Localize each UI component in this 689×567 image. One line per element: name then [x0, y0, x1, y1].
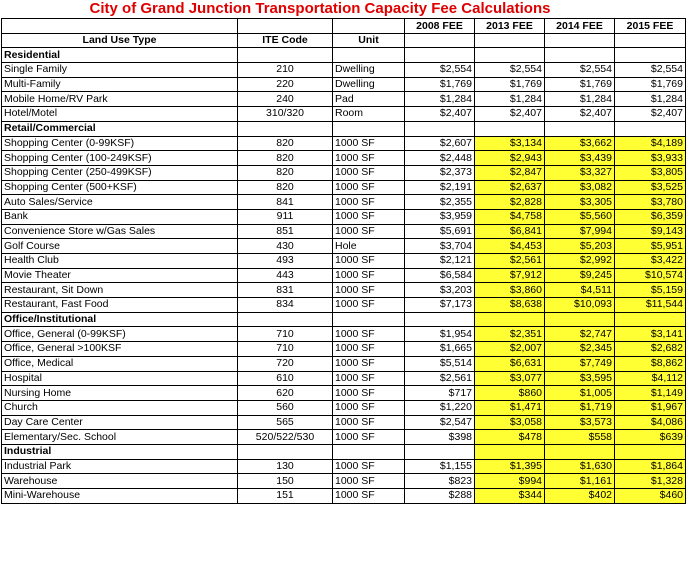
fee-2013-cell: $4,453 — [475, 239, 545, 254]
fee-2014-cell: $7,749 — [545, 356, 615, 371]
land-use-cell: Office, Medical — [2, 356, 238, 371]
fee-2013-cell: $4,758 — [475, 209, 545, 224]
fee-2008-cell: $6,584 — [405, 268, 475, 283]
land-use-cell: Office, General (0-99KSF) — [2, 327, 238, 342]
unit-cell: 1000 SF — [333, 151, 405, 166]
unit-cell: 1000 SF — [333, 209, 405, 224]
unit-cell: 1000 SF — [333, 327, 405, 342]
ite-code-cell: 820 — [238, 136, 333, 151]
fee-2008-cell: $5,691 — [405, 224, 475, 239]
section-empty-cell — [238, 312, 333, 327]
table-row — [2, 459, 686, 474]
table-row — [2, 489, 686, 504]
unit-cell: 1000 SF — [333, 474, 405, 489]
fee-2008-cell: $1,155 — [405, 459, 475, 474]
header-row — [2, 33, 686, 48]
header-fee-2013: 2013 FEE — [475, 19, 545, 34]
header-unit: Unit — [333, 33, 405, 48]
unit-cell: 1000 SF — [333, 371, 405, 386]
header-fee-2014: 2014 FEE — [545, 19, 615, 34]
land-use-cell: Shopping Center (0-99KSF) — [2, 136, 238, 151]
fee-2015-cell: $3,805 — [615, 165, 686, 180]
fee-2013-cell: $6,631 — [475, 356, 545, 371]
fee-2013-cell: $8,638 — [475, 298, 545, 313]
fee-2014-cell: $2,345 — [545, 342, 615, 357]
fee-2014-cell: $2,992 — [545, 254, 615, 269]
fee-2015-cell: $1,284 — [615, 92, 686, 107]
fee-2014-cell: $7,994 — [545, 224, 615, 239]
fee-2008-cell: $823 — [405, 474, 475, 489]
fee-2013-cell: $2,561 — [475, 254, 545, 269]
fee-2008-cell: $2,448 — [405, 151, 475, 166]
fee-2015-cell: $2,554 — [615, 63, 686, 78]
fee-2013-cell: $2,828 — [475, 195, 545, 210]
fee-2014-cell: $1,719 — [545, 400, 615, 415]
unit-cell: 1000 SF — [333, 489, 405, 504]
section-empty-cell — [405, 444, 475, 459]
fee-2015-cell: $639 — [615, 430, 686, 445]
fee-2008-cell: $2,554 — [405, 63, 475, 78]
section-empty-cell — [238, 121, 333, 136]
fee-2013-cell: $1,471 — [475, 400, 545, 415]
unit-cell: Pad — [333, 92, 405, 107]
fee-2008-cell: $1,284 — [405, 92, 475, 107]
land-use-cell: Shopping Center (100-249KSF) — [2, 151, 238, 166]
fee-2008-cell: $5,514 — [405, 356, 475, 371]
fee-2008-cell: $2,121 — [405, 254, 475, 269]
fee-2014-cell: $3,595 — [545, 371, 615, 386]
ite-code-cell: 911 — [238, 209, 333, 224]
unit-cell: 1000 SF — [333, 224, 405, 239]
land-use-cell: Shopping Center (250-499KSF) — [2, 165, 238, 180]
fee-2015-cell: $1,328 — [615, 474, 686, 489]
fee-2013-cell: $2,407 — [475, 107, 545, 122]
header-fee-2015: 2015 FEE — [615, 19, 686, 34]
fee-2008-cell: $398 — [405, 430, 475, 445]
page-title: City of Grand Junction Transportation Capacity Fee Calculations — [89, 0, 551, 17]
section-empty-cell — [405, 48, 475, 63]
land-use-cell: Mobile Home/RV Park — [2, 92, 238, 107]
ite-code-cell: 720 — [238, 356, 333, 371]
fee-2015-cell: $2,682 — [615, 342, 686, 357]
header-fee-2015-bottom — [615, 33, 686, 48]
table-row — [2, 268, 686, 283]
fee-2015-cell: $6,359 — [615, 209, 686, 224]
table-row — [2, 165, 686, 180]
section-empty-cell — [615, 48, 686, 63]
section-empty-cell — [615, 444, 686, 459]
unit-cell: Dwelling — [333, 77, 405, 92]
fee-2014-cell: $3,327 — [545, 165, 615, 180]
fee-2008-cell: $1,954 — [405, 327, 475, 342]
fee-2013-cell: $7,912 — [475, 268, 545, 283]
header-unit-spacer — [333, 19, 405, 34]
ite-code-cell: 820 — [238, 151, 333, 166]
fee-2008-cell: $2,355 — [405, 195, 475, 210]
fee-2015-cell: $2,407 — [615, 107, 686, 122]
fee-2013-cell: $3,860 — [475, 283, 545, 298]
unit-cell: 1000 SF — [333, 268, 405, 283]
land-use-cell: Single Family — [2, 63, 238, 78]
unit-cell: 1000 SF — [333, 415, 405, 430]
unit-cell: 1000 SF — [333, 136, 405, 151]
fee-2015-cell: $9,143 — [615, 224, 686, 239]
header-row-top — [2, 19, 686, 34]
section-title: Retail/Commercial — [2, 121, 238, 136]
land-use-cell: Convenience Store w/Gas Sales — [2, 224, 238, 239]
land-use-cell: Warehouse — [2, 474, 238, 489]
fee-2013-cell: $3,058 — [475, 415, 545, 430]
unit-cell: Room — [333, 107, 405, 122]
section-empty-cell — [545, 312, 615, 327]
fee-2008-cell: $2,191 — [405, 180, 475, 195]
section-empty-cell — [475, 444, 545, 459]
table-row — [2, 195, 686, 210]
unit-cell: 1000 SF — [333, 283, 405, 298]
fee-2014-cell: $3,305 — [545, 195, 615, 210]
header-fee-2013-bottom — [475, 33, 545, 48]
unit-cell: 1000 SF — [333, 459, 405, 474]
table-row — [2, 107, 686, 122]
fee-2015-cell: $5,159 — [615, 283, 686, 298]
fee-2014-cell: $2,407 — [545, 107, 615, 122]
fee-2008-cell: $2,547 — [405, 415, 475, 430]
section-empty-cell — [238, 444, 333, 459]
fee-2015-cell: $1,769 — [615, 77, 686, 92]
fee-2014-cell: $1,284 — [545, 92, 615, 107]
fee-2014-cell: $4,511 — [545, 283, 615, 298]
fee-2013-cell: $6,841 — [475, 224, 545, 239]
fee-2013-cell: $2,637 — [475, 180, 545, 195]
land-use-cell: Industrial Park — [2, 459, 238, 474]
fee-2015-cell: $1,149 — [615, 386, 686, 401]
ite-code-cell: 565 — [238, 415, 333, 430]
table-row — [2, 356, 686, 371]
fee-2014-cell: $2,747 — [545, 327, 615, 342]
land-use-cell: Golf Course — [2, 239, 238, 254]
land-use-cell: Shopping Center (500+KSF) — [2, 180, 238, 195]
table-row — [2, 209, 686, 224]
section-empty-cell — [615, 121, 686, 136]
ite-code-cell: 820 — [238, 165, 333, 180]
land-use-cell: Hospital — [2, 371, 238, 386]
table-row — [2, 77, 686, 92]
land-use-cell: Multi-Family — [2, 77, 238, 92]
section-title: Office/Institutional — [2, 312, 238, 327]
fee-2013-cell: $994 — [475, 474, 545, 489]
fee-table-body — [2, 19, 686, 504]
table-row — [2, 224, 686, 239]
table-row — [2, 298, 686, 313]
fee-2008-cell: $1,769 — [405, 77, 475, 92]
fee-2015-cell: $4,112 — [615, 371, 686, 386]
land-use-cell: Restaurant, Fast Food — [2, 298, 238, 313]
table-row — [2, 283, 686, 298]
fee-2015-cell: $3,422 — [615, 254, 686, 269]
ite-code-cell: 710 — [238, 327, 333, 342]
land-use-cell: Nursing Home — [2, 386, 238, 401]
section-row — [2, 444, 686, 459]
ite-code-cell: 430 — [238, 239, 333, 254]
fee-2013-cell: $2,554 — [475, 63, 545, 78]
ite-code-cell: 831 — [238, 283, 333, 298]
fee-table — [1, 18, 686, 504]
table-row — [2, 151, 686, 166]
header-land-use-spacer — [2, 19, 238, 34]
table-row — [2, 430, 686, 445]
land-use-cell: Bank — [2, 209, 238, 224]
header-fee-2008: 2008 FEE — [405, 19, 475, 34]
land-use-cell: Hotel/Motel — [2, 107, 238, 122]
section-empty-cell — [475, 121, 545, 136]
fee-2013-cell: $344 — [475, 489, 545, 504]
fee-2014-cell: $3,082 — [545, 180, 615, 195]
table-row — [2, 474, 686, 489]
table-row — [2, 371, 686, 386]
unit-cell: 1000 SF — [333, 386, 405, 401]
fee-2014-cell: $10,093 — [545, 298, 615, 313]
land-use-cell: Church — [2, 400, 238, 415]
fee-2015-cell: $1,864 — [615, 459, 686, 474]
fee-2014-cell: $1,161 — [545, 474, 615, 489]
fee-2008-cell: $3,203 — [405, 283, 475, 298]
fee-2014-cell: $402 — [545, 489, 615, 504]
ite-code-cell: 443 — [238, 268, 333, 283]
section-empty-cell — [333, 48, 405, 63]
land-use-cell: Day Care Center — [2, 415, 238, 430]
section-empty-cell — [475, 48, 545, 63]
land-use-cell: Restaurant, Sit Down — [2, 283, 238, 298]
unit-cell: 1000 SF — [333, 342, 405, 357]
table-row — [2, 92, 686, 107]
ite-code-cell: 210 — [238, 63, 333, 78]
land-use-cell: Health Club — [2, 254, 238, 269]
ite-code-cell: 520/522/530 — [238, 430, 333, 445]
land-use-cell: Office, General >100KSF — [2, 342, 238, 357]
section-empty-cell — [333, 312, 405, 327]
fee-2008-cell: $7,173 — [405, 298, 475, 313]
fee-2008-cell: $1,665 — [405, 342, 475, 357]
fee-2008-cell: $3,704 — [405, 239, 475, 254]
fee-2014-cell: $3,439 — [545, 151, 615, 166]
unit-cell: 1000 SF — [333, 430, 405, 445]
fee-2008-cell: $2,607 — [405, 136, 475, 151]
fee-2015-cell: $1,967 — [615, 400, 686, 415]
section-empty-cell — [405, 121, 475, 136]
ite-code-cell: 851 — [238, 224, 333, 239]
header-land-use: Land Use Type — [2, 33, 238, 48]
section-title: Industrial — [2, 444, 238, 459]
table-row — [2, 136, 686, 151]
section-empty-cell — [333, 121, 405, 136]
ite-code-cell: 820 — [238, 180, 333, 195]
fee-2015-cell: $4,086 — [615, 415, 686, 430]
fee-2015-cell: $460 — [615, 489, 686, 504]
ite-code-cell: 220 — [238, 77, 333, 92]
ite-code-cell: 151 — [238, 489, 333, 504]
table-row — [2, 63, 686, 78]
section-empty-cell — [475, 312, 545, 327]
fee-2013-cell: $2,847 — [475, 165, 545, 180]
ite-code-cell: 130 — [238, 459, 333, 474]
fee-2014-cell: $3,662 — [545, 136, 615, 151]
fee-2014-cell: $9,245 — [545, 268, 615, 283]
fee-2013-cell: $1,769 — [475, 77, 545, 92]
section-row — [2, 48, 686, 63]
header-fee-2008-bottom — [405, 33, 475, 48]
land-use-cell: Auto Sales/Service — [2, 195, 238, 210]
table-row — [2, 180, 686, 195]
fee-2008-cell: $288 — [405, 489, 475, 504]
fee-2013-cell: $1,395 — [475, 459, 545, 474]
fee-2013-cell: $3,134 — [475, 136, 545, 151]
fee-2014-cell: $558 — [545, 430, 615, 445]
fee-2014-cell: $1,630 — [545, 459, 615, 474]
fee-2014-cell: $3,573 — [545, 415, 615, 430]
unit-cell: Hole — [333, 239, 405, 254]
section-empty-cell — [545, 121, 615, 136]
fee-2015-cell: $3,780 — [615, 195, 686, 210]
section-empty-cell — [615, 312, 686, 327]
fee-2015-cell: $4,189 — [615, 136, 686, 151]
ite-code-cell: 610 — [238, 371, 333, 386]
fee-2014-cell: $5,560 — [545, 209, 615, 224]
fee-2015-cell: $3,141 — [615, 327, 686, 342]
unit-cell: 1000 SF — [333, 165, 405, 180]
fee-2008-cell: $2,373 — [405, 165, 475, 180]
unit-cell: 1000 SF — [333, 400, 405, 415]
ite-code-cell: 620 — [238, 386, 333, 401]
fee-2013-cell: $1,284 — [475, 92, 545, 107]
fee-2008-cell: $2,561 — [405, 371, 475, 386]
fee-2013-cell: $860 — [475, 386, 545, 401]
ite-code-cell: 560 — [238, 400, 333, 415]
ite-code-cell: 240 — [238, 92, 333, 107]
fee-2008-cell: $3,959 — [405, 209, 475, 224]
section-title: Residential — [2, 48, 238, 63]
section-row — [2, 312, 686, 327]
land-use-cell: Movie Theater — [2, 268, 238, 283]
unit-cell: 1000 SF — [333, 180, 405, 195]
section-empty-cell — [545, 48, 615, 63]
header-ite-code: ITE Code — [238, 33, 333, 48]
ite-code-cell: 310/320 — [238, 107, 333, 122]
section-empty-cell — [333, 444, 405, 459]
unit-cell: 1000 SF — [333, 298, 405, 313]
fee-2015-cell: $10,574 — [615, 268, 686, 283]
table-row — [2, 400, 686, 415]
land-use-cell: Elementary/Sec. School — [2, 430, 238, 445]
fee-2013-cell: $2,943 — [475, 151, 545, 166]
fee-2013-cell: $3,077 — [475, 371, 545, 386]
unit-cell: 1000 SF — [333, 254, 405, 269]
fee-2014-cell: $1,005 — [545, 386, 615, 401]
section-row — [2, 121, 686, 136]
fee-2008-cell: $2,407 — [405, 107, 475, 122]
fee-2008-cell: $717 — [405, 386, 475, 401]
table-row — [2, 254, 686, 269]
table-row — [2, 342, 686, 357]
fee-2013-cell: $478 — [475, 430, 545, 445]
fee-2013-cell: $2,351 — [475, 327, 545, 342]
section-empty-cell — [238, 48, 333, 63]
table-row — [2, 386, 686, 401]
fee-2015-cell: $3,525 — [615, 180, 686, 195]
ite-code-cell: 493 — [238, 254, 333, 269]
fee-2015-cell: $11,544 — [615, 298, 686, 313]
section-empty-cell — [545, 444, 615, 459]
ite-code-cell: 841 — [238, 195, 333, 210]
fee-2014-cell: $1,769 — [545, 77, 615, 92]
table-row — [2, 327, 686, 342]
table-row — [2, 415, 686, 430]
unit-cell: Dwelling — [333, 63, 405, 78]
fee-2014-cell: $5,203 — [545, 239, 615, 254]
ite-code-cell: 150 — [238, 474, 333, 489]
header-fee-2014-bottom — [545, 33, 615, 48]
table-row — [2, 239, 686, 254]
unit-cell: 1000 SF — [333, 195, 405, 210]
land-use-cell: Mini-Warehouse — [2, 489, 238, 504]
fee-2008-cell: $1,220 — [405, 400, 475, 415]
header-ite-spacer — [238, 19, 333, 34]
fee-2013-cell: $2,007 — [475, 342, 545, 357]
unit-cell: 1000 SF — [333, 356, 405, 371]
ite-code-cell: 834 — [238, 298, 333, 313]
fee-2015-cell: $8,862 — [615, 356, 686, 371]
fee-2014-cell: $2,554 — [545, 63, 615, 78]
ite-code-cell: 710 — [238, 342, 333, 357]
fee-2015-cell: $5,951 — [615, 239, 686, 254]
section-empty-cell — [405, 312, 475, 327]
fee-2015-cell: $3,933 — [615, 151, 686, 166]
